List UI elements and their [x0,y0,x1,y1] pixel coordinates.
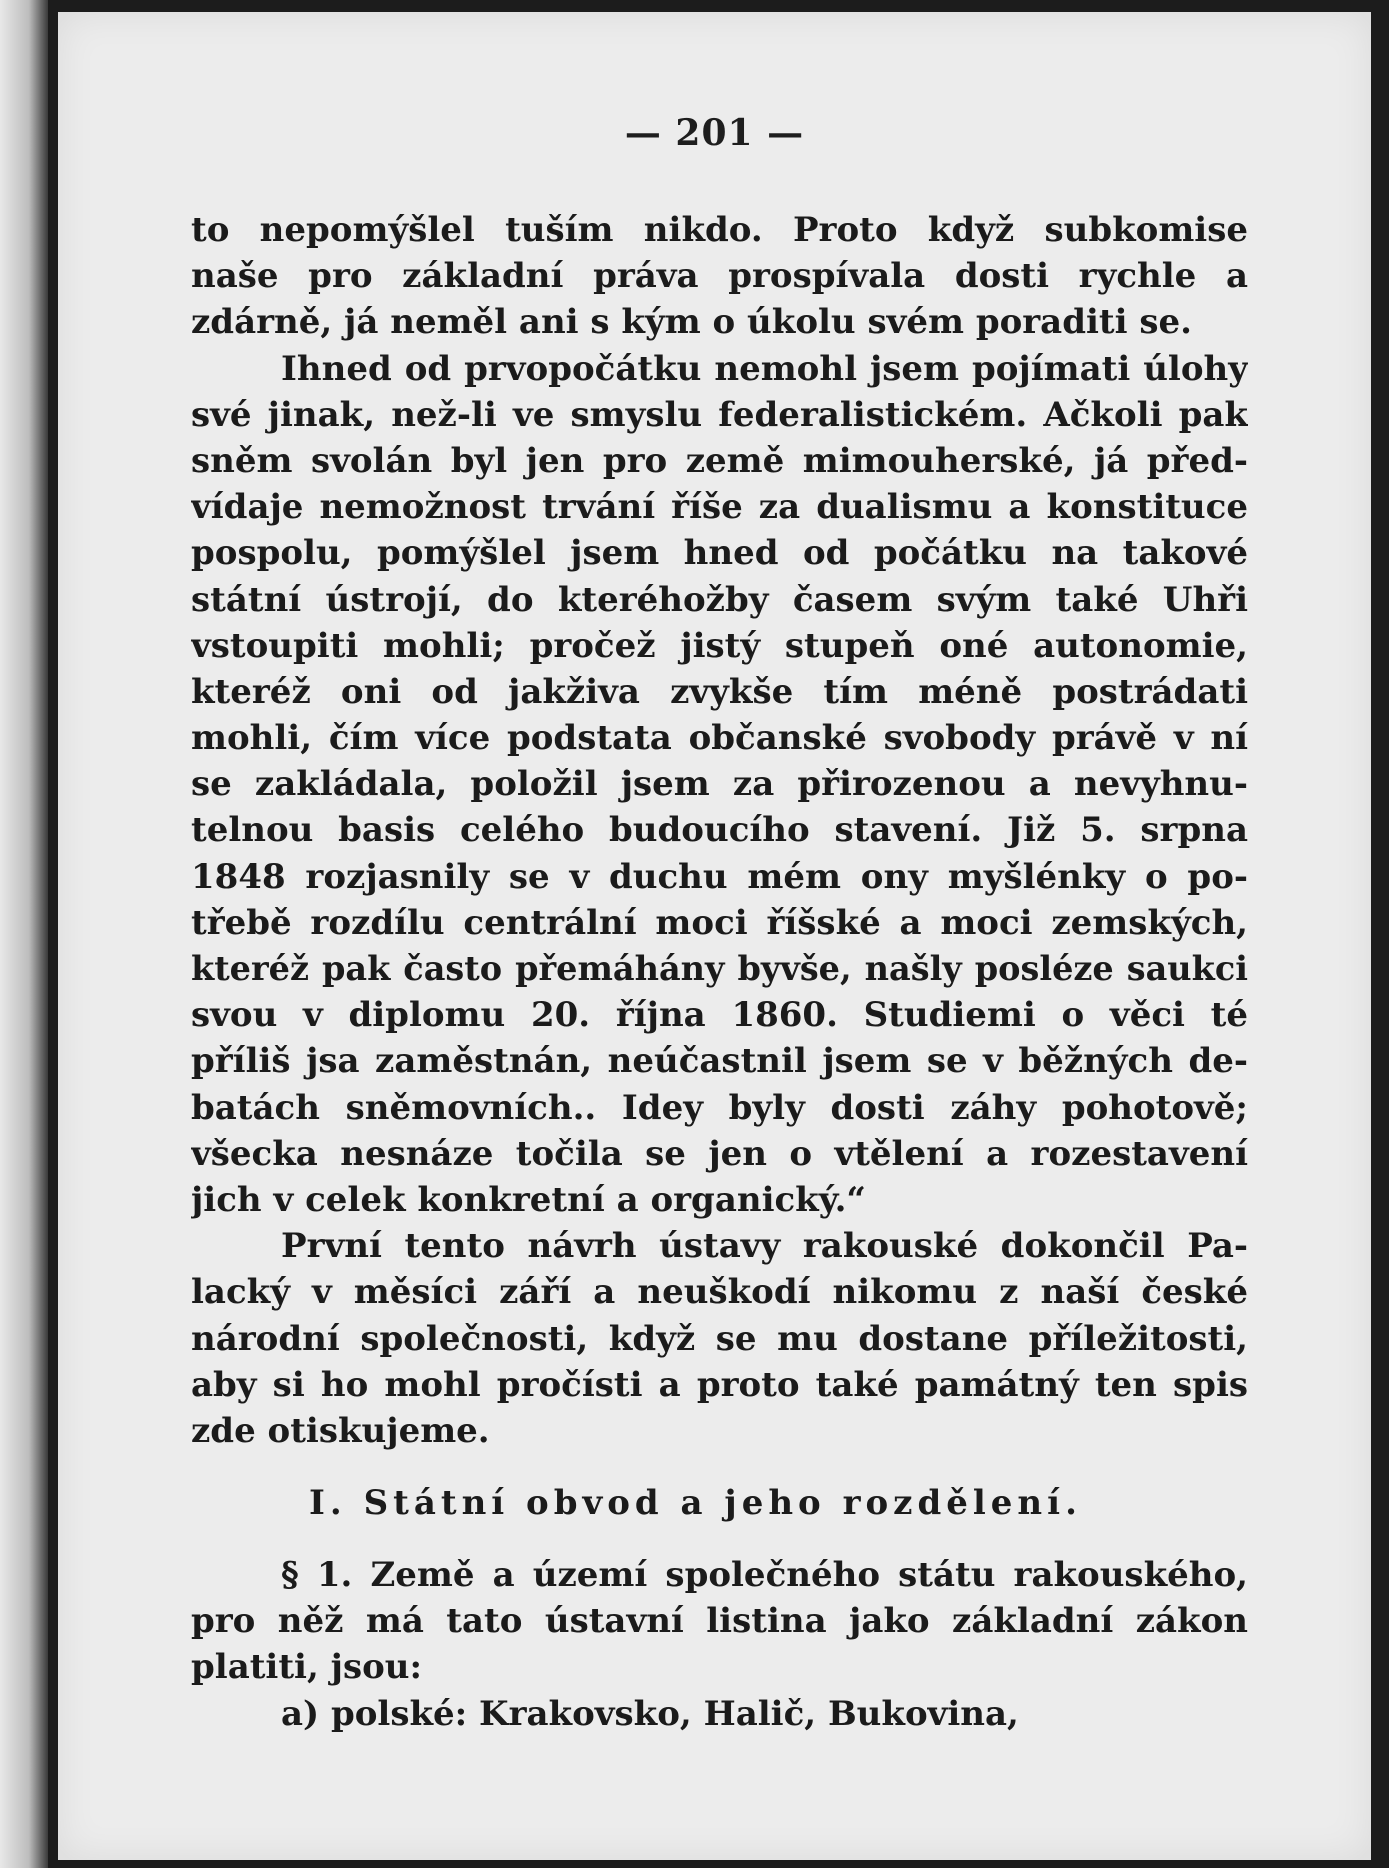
text-line: zde otiskujeme. [191,1410,490,1451]
text-line: kteréž pak často přemáhány byvše, našly posléze saukci [191,949,1248,988]
text-line: vídaje nemožnost trvání říše za dualismu a konstituce [191,487,1248,528]
text-line: pospolu, pomýšlel jsem hned od počátku na takové [191,533,1248,574]
text-line: 1848 rozjasnily se v duchu mém ony myšlénky o po- [191,856,1248,897]
text-line: své jinak, než-li ve smyslu federalistickém. Ačkoli pak [191,394,1248,435]
text-line: batách sněmovních.. Idey byly dosti záhy pohotově; [191,1087,1248,1128]
text-line: telnou basis celého budoucího stavení. Již 5. srpna [191,810,1248,851]
text-line: vstoupiti mohli; pročež jistý stupeň oné autonomie, [191,625,1248,666]
text-line: státní ústrojí, do kteréhožby časem svým také Uhři [191,579,1248,620]
text-line: kteréž oni od jakživa zvykše tím méně postrádati [191,671,1248,712]
list-item: a) polské: Krakovsko, Halič, Bukovina, [281,1693,1019,1734]
scan-left-edge [0,0,48,1868]
text-line: národní společnosti, když se mu dostane příležitosti, [191,1318,1248,1359]
text-line: jich v celek konkretní a organický.“ [191,1179,866,1220]
text-line: třebě rozdílu centrální moci říšské a moci zemských, [191,902,1248,943]
text-line: to nepomýšlel tuším nikdo. Proto když subkomise [191,210,1248,250]
body-text [191,207,1248,1737]
text-line: pro něž má tato ústavní listina jako základní zákon [191,1601,1248,1642]
page-number: — 201 — [624,112,805,154]
text-line: mohli, čím více podstata občanské svobody právě v ní [191,718,1248,759]
text-line: příliš jsa zaměstnán, neúčastnil jsem se v běžných de- [191,1041,1248,1082]
text-line: platiti, jsou: [191,1647,423,1688]
text-line: aby si ho mohl pročísti a proto také památný ten spis [191,1364,1248,1405]
text-line: všecka nesnáze točila se jen o vtělení a rozestavení [191,1133,1248,1174]
text-line: První tento návrh ústavy rakouské dokončil Pa- [281,1226,1248,1267]
text-line: se zakládala, položil jsem za přirozenou a nevyhnu- [191,764,1248,805]
text-line: svou v diplomu 20. října 1860. Studiemi o věci té [191,995,1248,1036]
text-line: sněm svolán byl jen pro země mimouherské, já před- [191,440,1248,481]
book-page [58,12,1371,1860]
text-line: lacký v měsíci září a neuškodí nikomu z naší české [191,1272,1248,1313]
text-line: § 1. Země a území společného státu rakouského, [281,1555,1248,1596]
text-line: Ihned od prvopočátku nemohl jsem pojímati úlohy [281,348,1248,389]
section-heading: I. Státní obvod a jeho rozdělení. [309,1483,1082,1524]
text-line: naše pro základní práva prospívala dosti rychle a [191,256,1248,297]
text-line: zdárně, já neměl ani s kým o úkolu svém poraditi se. [191,302,1192,343]
